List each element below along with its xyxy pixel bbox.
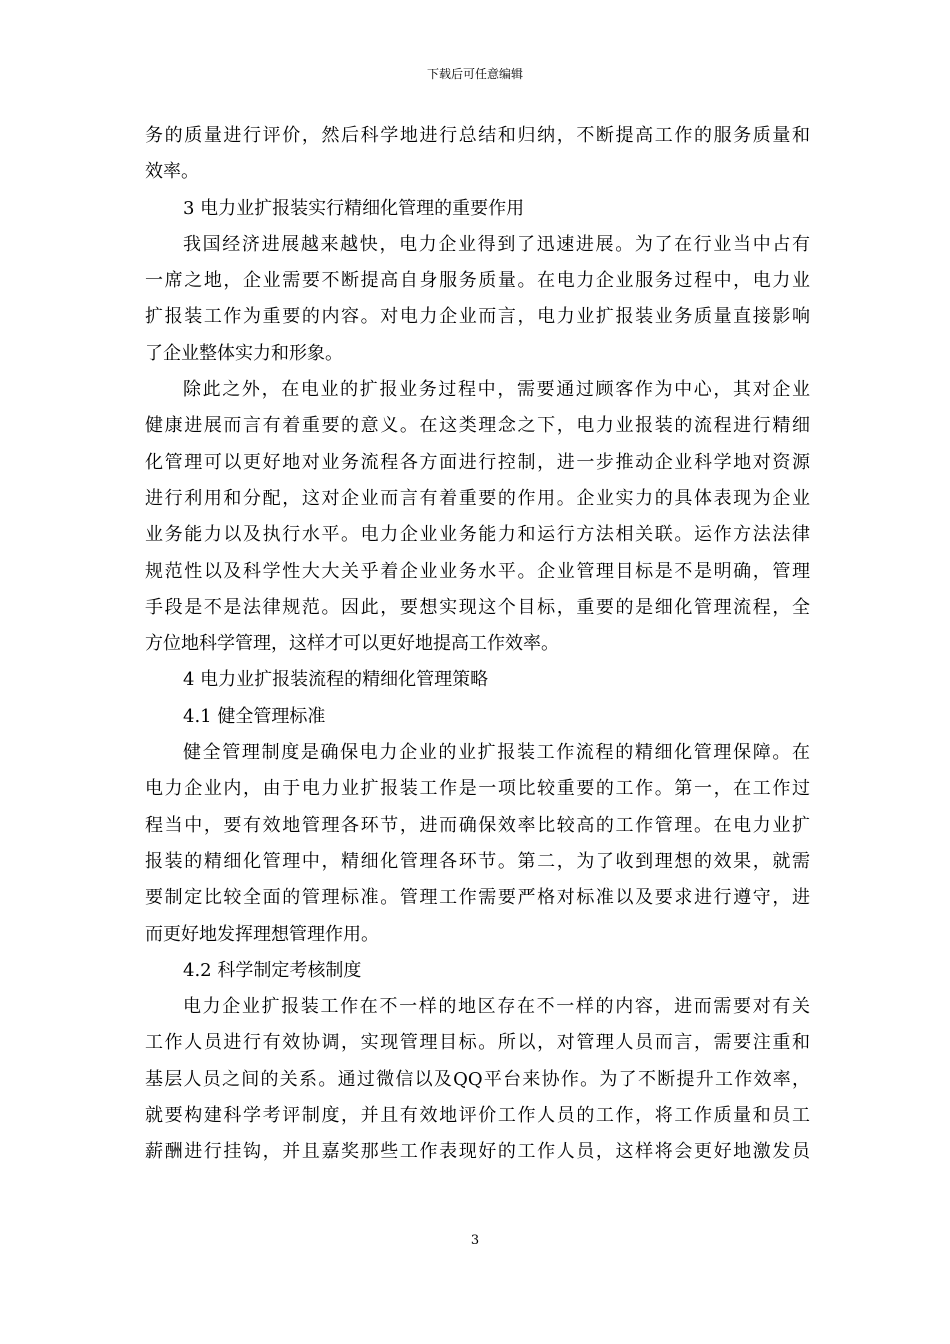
paragraph-line: 我国经济进展越来越快，电力企业得到了迅速进展。为了在行业当中占有 [183,233,810,255]
paragraph-line: 了企业整体实力和形象。 [145,342,343,364]
paragraph-line: 要制定比较全面的管理标准。管理工作需要严格对标准以及要求进行遵守，进 [145,887,810,909]
paragraph-line: 程当中，要有效地管理各环节，进而确保效率比较高的工作管理。在电力业扩 [145,814,810,836]
paragraph-line: 扩报装工作为重要的内容。对电力企业而言，电力业扩报装业务质量直接影响 [145,306,810,328]
paragraph-line: 健康进展而言有着重要的意义。在这类理念之下，电力业报装的流程进行精细 [145,415,810,437]
paragraph-line: 基层人员之间的关系。通过微信以及QQ平台来协作。为了不断提升工作效率， [145,1068,810,1090]
page-number: 3 [470,1233,480,1248]
paragraph-line: 务的质量进行评价，然后科学地进行总结和归纳，不断提高工作的服务质量和 [145,125,810,146]
paragraph-line: 就要构建科学考评制度，并且有效地评价工作人员的工作，将工作质量和员工 [145,1105,810,1127]
paragraph-line: 方位地科学管理，这样才可以更好地提高工作效率。 [145,633,559,655]
section-heading: 4 电力业扩报装流程的精细化管理策略 [183,669,489,691]
paragraph-line: 规范性以及科学性大大关乎着企业业务水平。企业管理目标是不是明确，管理 [145,560,810,582]
paragraph-line: 效率。 [145,161,199,183]
paragraph-line: 除此之外，在电业的扩报业务过程中，需要通过顾客作为中心，其对企业 [183,379,810,401]
paragraph-line: 而更好地发挥理想管理作用。 [145,923,379,945]
paragraph-line: 化管理可以更好地对业务流程各方面进行控制，进一步推动企业科学地对资源 [145,451,810,473]
document-body [145,118,810,1171]
section-heading: 4.1 健全管理标准 [183,705,326,727]
paragraph-line: 进行利用和分配，这对企业而言有着重要的作用。企业实力的具体表现为企业 [145,487,810,509]
paragraph-line: 电力企业内，由于电力业扩报装工作是一项比较重要的工作。第一，在工作过 [145,778,810,800]
paragraph-line: 工作人员进行有效协调，实现管理目标。所以，对管理人员而言，需要注重和 [145,1032,810,1054]
paragraph-line: 一席之地，企业需要不断提高自身服务质量。在电力企业服务过程中，电力业 [145,270,810,292]
paragraph-line: 手段是不是法律规范。因此，要想实现这个目标，重要的是细化管理流程，全 [145,596,810,618]
section-heading: 3 电力业扩报装实行精细化管理的重要作用 [183,197,525,219]
paragraph-line: 健全管理制度是确保电力企业的业扩报装工作流程的精细化管理保障。在 [183,742,810,764]
page-header-note: 下载后可任意编辑 [426,67,523,81]
paragraph-line: 电力企业扩报装工作在不一样的地区存在不一样的内容，进而需要对有关 [183,996,810,1018]
section-heading: 4.2 科学制定考核制度 [183,959,362,981]
paragraph-line: 薪酬进行挂钩，并且嘉奖那些工作表现好的工作人员，这样将会更好地激发员 [145,1141,810,1163]
paragraph-line: 业务能力以及执行水平。电力企业业务能力和运行方法相关联。运作方法法律 [145,524,810,546]
paragraph-line: 报装的精细化管理中，精细化管理各环节。第二，为了收到理想的效果，就需 [145,850,810,872]
